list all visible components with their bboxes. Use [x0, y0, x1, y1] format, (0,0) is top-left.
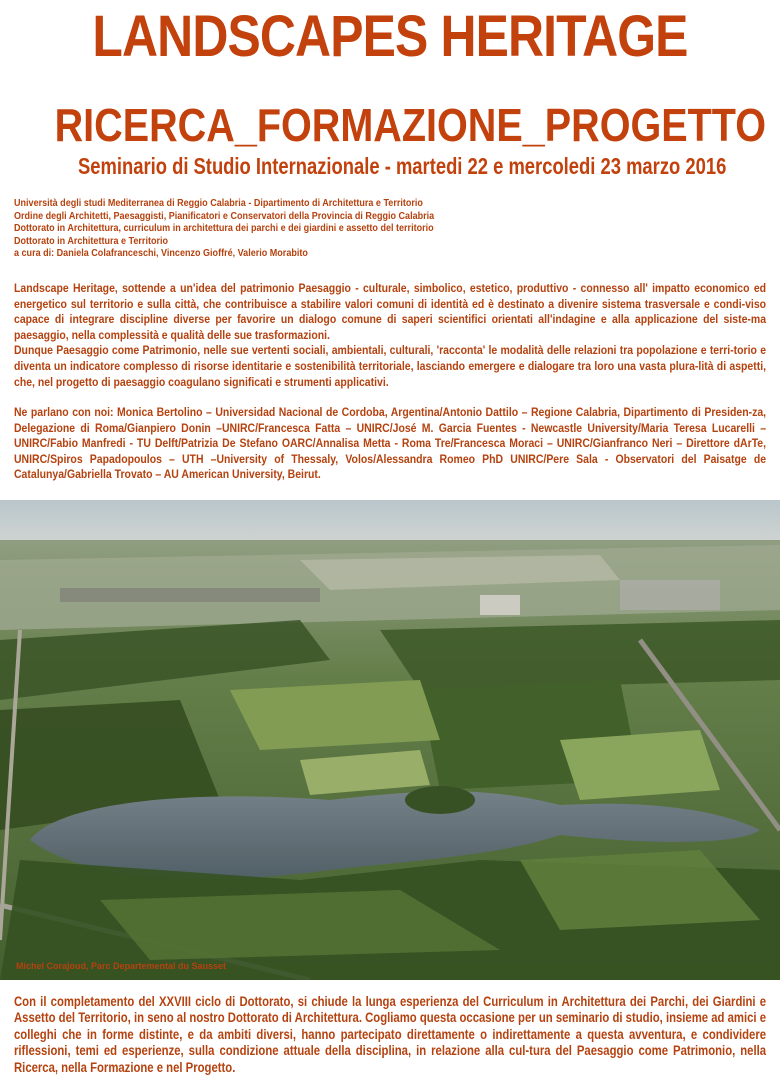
affiliation-line: Dottorato in Architettura e Territorio — [14, 234, 169, 247]
intro-text — [14, 281, 766, 390]
intro-paragraph-2: Dunque Paesaggio come Patrimonio, nelle sue vertenti sociali, ambientali, culturali, 'racconta' le modalità delle relazioni tra popolazione e terri-torio e diventa un indicatore complesso di risorse identitarie e sostenibilità territoriale, lasciando emergere e dialogare tra loro una vasta plura-lità di aspetti, che, nel progetto di paesaggio coagulano significati e strumenti applicativi. — [14, 343, 767, 389]
affiliation-line: Dottorato in Architettura, curriculum in architettura dei parchi e dei giardini e assetto del territorio — [14, 222, 434, 235]
aerial-park-photo — [0, 500, 780, 980]
seminar-dates: Seminario di Studio Internazionale - martedi 22 e mercoledi 23 marzo 2016 — [78, 153, 727, 179]
photo-credit: Michel Corajoud, Parc Departemental du Sausset — [16, 961, 227, 971]
affiliation-line: Ordine degli Architetti, Paesaggisti, Pianificatori e Conservatori della Provincia di Reggio Calabria — [14, 209, 435, 222]
poster-subtitle: RICERCA_FORMAZIONE_PROGETTO — [54, 99, 767, 151]
poster-title: LANDSCAPES HERITAGE — [92, 4, 688, 69]
intro-paragraph-1: Landscape Heritage, sottende a un'idea del patrimonio Paesaggio - culturale, simbolico, estetico, produttivo - connesso all' impatto economico ed energetico sul territorio e sulla città, che contribuisce a stabilire valori comuni di identità ed è destinato a divenire sistema trasversale e condi-viso capace di integrare discipline diverse per favorire un dialogo comune di saperi scientifici orientati all'indagine e alla applicazione del siste-ma paesaggio, nella complessità e qualità delle sue trasformazioni. — [14, 281, 767, 342]
speakers-paragraph: Ne parlano con noi: Monica Bertolino – Universidad Nacional de Cordoba, Argentina/Antonio Dattilo – Regione Calabria, Dipartimento di Presiden-za, Delegazione di Roma/Gianpiero Donin –UNIRC/Francesca Fatta – UNIRC/José M. Garcia Fuentes - Newcastle University/Maria Teresa Lucarelli – UNIRC/Fabio Manfredi - TU Delft/Patrizia De Stefano OARC/Annalisa Metta - Roma Tre/Francesca Moraci – UNIRC/Gianfranco Neri – Direttore dArTe, UNIRC/Spiros Papadopoulos – UTH –University of Thessaly, Volos/Alessandra Romeo PhD UNIRC/Pere Sala - Observatori del Paisatge de Catalunya/Gabriella Trovato – AU American University, Beirut. — [14, 405, 767, 482]
affiliation-line: Università degli studi Mediterranea di Reggio Calabria - Dipartimento di Architettura e Territorio — [14, 197, 423, 209]
affiliations-block — [14, 197, 614, 260]
curators-line: a cura di: Daniela Colafranceschi, Vincenzo Gioffré, Valerio Morabito — [14, 247, 308, 260]
closing-paragraph: Con il completamento del XXVIII ciclo di Dottorato, si chiude la lunga esperienza del Curriculum in Architettura dei Parchi, dei Giardini e Assetto del Territorio, in seno al nostro Dottorato di Architettura. Cogliamo questa occasione per un seminario di studio, insieme ad amici e colleghi che in forme distinte, e da ambiti diversi, hanno partecipato direttamente o indirettamente a questa avventura, e condividere riflessioni, temi ed esperienze, sulla condizione attuale della disciplina, in relazione alla cul-tura del Paesaggio come Patrimonio, nella Ricerca, nella Formazione e nel Progetto. — [14, 994, 767, 1075]
